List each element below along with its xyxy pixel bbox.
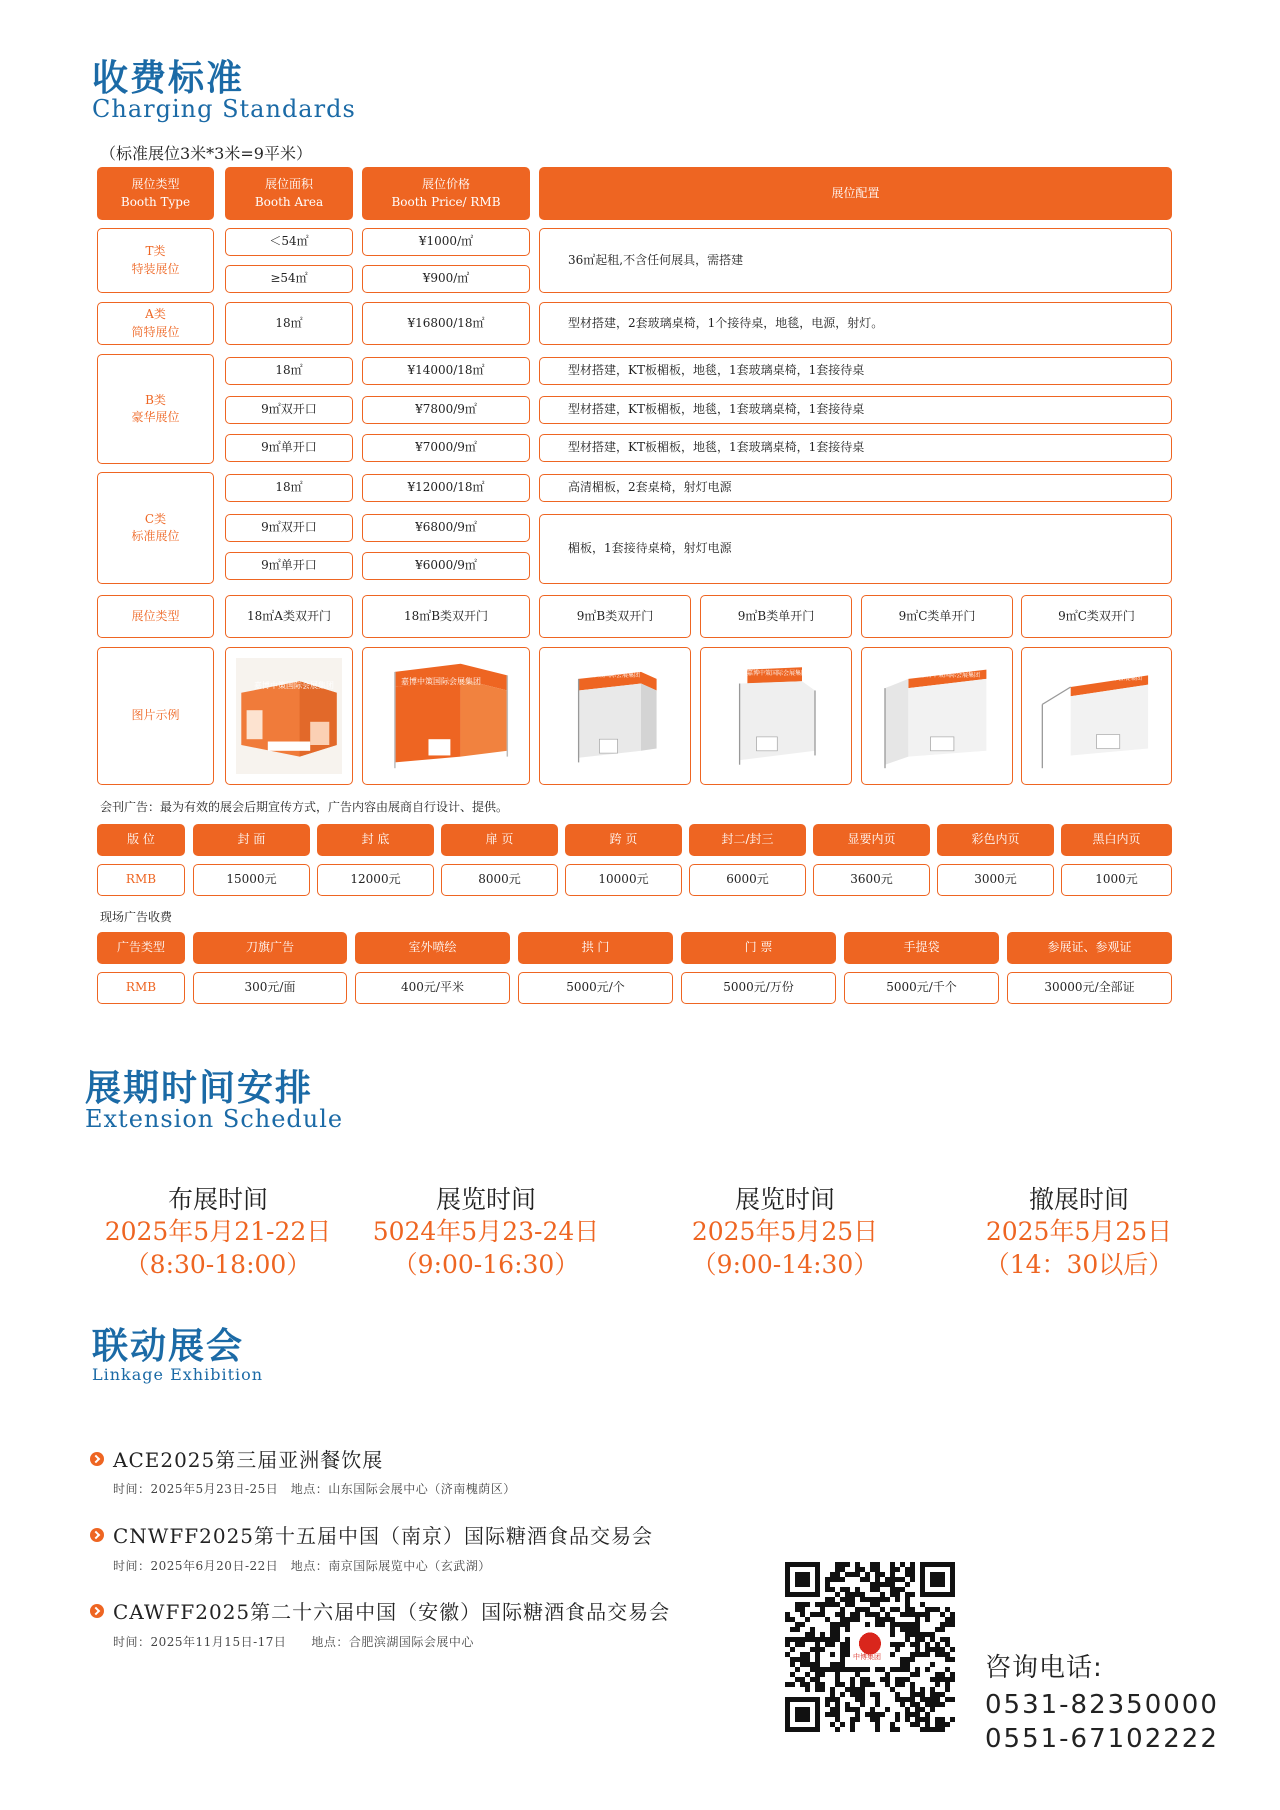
booth-types-label: 展位类型 <box>97 595 214 638</box>
journal-price-7: 3000元 <box>937 864 1054 896</box>
onsite-price-2: 400元/平米 <box>355 972 510 1004</box>
linkage-item-1-title: ACE2025第三届亚洲餐饮展 <box>113 1448 384 1472</box>
group-label-b: B类 豪华展位 <box>97 354 214 464</box>
schedule-date-2: 5024年5月23-24日 <box>372 1217 600 1246</box>
schedule-time-3: （9:00-14:30） <box>691 1250 879 1279</box>
charging-title-cn: 收费标准 <box>92 57 245 99</box>
onsite-head-1: 刀旗广告 <box>193 932 347 964</box>
phone-2: 0551-67102222 <box>985 1724 1219 1754</box>
header-booth-price: 展位价格 Booth Price/ RMB <box>362 167 530 220</box>
onsite-head-5: 手提袋 <box>844 932 999 964</box>
booth-sign-5: 嘉博中策国际会展集团 <box>920 672 981 679</box>
b-price-1: ¥14000/18㎡ <box>362 357 530 385</box>
a-area-1: 18㎡ <box>225 302 353 345</box>
booth-type-4: 9㎡B类单开门 <box>700 595 852 638</box>
booth-type-1: 18㎡A类双开门 <box>225 595 353 638</box>
linkage-title-cn: 联动展会 <box>92 1325 245 1367</box>
b-area-1: 18㎡ <box>225 357 353 385</box>
booth-sign-1: 嘉博中策国际会展集团 <box>254 681 334 690</box>
schedule-date-3: 2025年5月25日 <box>691 1217 879 1246</box>
schedule-name-3: 展览时间 <box>734 1185 835 1214</box>
onsite-price-4: 5000元/万份 <box>681 972 836 1004</box>
b-config-3: 型材搭建，KT板楣板，地毯，1套玻璃桌椅，1套接待桌 <box>539 434 1172 462</box>
header-booth-type: 展位类型 Booth Type <box>97 167 214 220</box>
linkage-title-en: Linkage Exhibition <box>92 1365 264 1384</box>
journal-price-8: 1000元 <box>1061 864 1172 896</box>
journal-price-3: 8000元 <box>441 864 558 896</box>
booth-image-1 <box>225 647 353 785</box>
journal-head-4: 跨 页 <box>565 824 682 856</box>
b-price-2: ¥7800/9㎡ <box>362 396 530 424</box>
journal-head-7: 彩色内页 <box>937 824 1054 856</box>
booth-type-6: 9㎡C类双开门 <box>1021 595 1172 638</box>
booth-type-5: 9㎡C类单开门 <box>861 595 1013 638</box>
b-config-1: 型材搭建，KT板楣板，地毯，1套玻璃桌椅，1套接待桌 <box>539 357 1172 385</box>
onsite-price-6: 30000元/全部证 <box>1007 972 1172 1004</box>
linkage-item-2-detail: 时间：2025年6月20日-22日 地点：南京国际展览中心（玄武湖） <box>113 1559 491 1573</box>
journal-ads-caption: 会刊广告：最为有效的展会后期宣传方式，广告内容由展商自行设计、提供。 <box>100 800 509 814</box>
booth-type-3: 9㎡B类双开门 <box>539 595 691 638</box>
journal-price-5: 6000元 <box>689 864 806 896</box>
journal-head-1: 封 面 <box>193 824 310 856</box>
onsite-price-5: 5000元/千个 <box>844 972 999 1004</box>
images-label: 图片示例 <box>97 647 214 785</box>
journal-head-2: 封 底 <box>317 824 434 856</box>
onsite-head-3: 拱 门 <box>518 932 673 964</box>
schedule-time-4: （14：30以后） <box>984 1250 1174 1279</box>
booth-sign-6: 嘉博中策国际会展集团 <box>1082 675 1143 682</box>
linkage-item-2-title: CNWFF2025第十五届中国（南京）国际糖酒食品交易会 <box>113 1524 654 1548</box>
booth-sign-3: 嘉博中策国际会展集团 <box>580 672 641 679</box>
c-area-3: 9㎡单开口 <box>225 552 353 580</box>
journal-head-6: 显要内页 <box>813 824 930 856</box>
booth-type-2: 18㎡B类双开门 <box>362 595 530 638</box>
b-area-2: 9㎡双开口 <box>225 396 353 424</box>
group-label-t: T类 特装展位 <box>97 228 214 293</box>
journal-price-1: 15000元 <box>193 864 310 896</box>
header-booth-config: 展位配置 <box>539 167 1172 220</box>
t-config: 36㎡起租,不含任何展具，需搭建 <box>539 228 1172 293</box>
booth-size-note: （标准展位3米*3米=9平米） <box>100 144 312 163</box>
qr-code[interactable] <box>785 1562 955 1732</box>
t-price-2: ¥900/㎡ <box>362 265 530 293</box>
booth-image-3 <box>539 647 691 785</box>
c-area-2: 9㎡双开口 <box>225 514 353 542</box>
linkage-item-3-title: CAWFF2025第二十六届中国（安徽）国际糖酒食品交易会 <box>113 1600 671 1624</box>
header-booth-area: 展位面积 Booth Area <box>225 167 353 220</box>
chevron-right-icon <box>90 1528 104 1542</box>
schedule-date-4: 2025年5月25日 <box>985 1217 1173 1246</box>
t-area-2: ≥54㎡ <box>225 265 353 293</box>
schedule-name-2: 展览时间 <box>435 1185 536 1214</box>
b-config-2: 型材搭建，KT板楣板，地毯，1套玻璃桌椅，1套接待桌 <box>539 396 1172 424</box>
journal-row-label: RMB <box>97 864 185 896</box>
booth-sign-2: 嘉博中策国际会展集团 <box>401 677 481 686</box>
journal-head-8: 黑白内页 <box>1061 824 1172 856</box>
c-config-shared: 楣板，1套接待桌椅，射灯电源 <box>539 514 1172 584</box>
linkage-item-1-detail: 时间：2025年5月23日-25日 地点：山东国际会展中心（济南槐荫区） <box>113 1482 516 1496</box>
a-price-1: ¥16800/18㎡ <box>362 302 530 345</box>
a-config-1: 型材搭建，2套玻璃桌椅，1个接待桌，地毯，电源，射灯。 <box>539 302 1172 345</box>
contact-label: 咨询电话: <box>985 1653 1103 1683</box>
booth-sign-4: 嘉博中策国际会展集团 <box>747 670 808 677</box>
charging-title-en: Charging Standards <box>92 95 356 123</box>
journal-price-6: 3600元 <box>813 864 930 896</box>
onsite-price-1: 300元/面 <box>193 972 347 1004</box>
journal-head-3: 扉 页 <box>441 824 558 856</box>
schedule-name-4: 撤展时间 <box>1028 1185 1129 1214</box>
c-price-3: ¥6000/9㎡ <box>362 552 530 580</box>
journal-head-label: 版 位 <box>97 824 185 856</box>
booth-image-4 <box>700 647 852 785</box>
booth-image-6 <box>1021 647 1172 785</box>
c-config-1: 高清楣板，2套桌椅，射灯电源 <box>539 474 1172 502</box>
onsite-price-3: 5000元/个 <box>518 972 673 1004</box>
chevron-right-icon <box>90 1604 104 1618</box>
schedule-title-en: Extension Schedule <box>85 1105 344 1133</box>
journal-price-2: 12000元 <box>317 864 434 896</box>
group-label-c: C类 标准展位 <box>97 472 214 584</box>
booth-image-2 <box>362 647 530 785</box>
schedule-title-cn: 展期时间安排 <box>85 1067 314 1109</box>
schedule-date-1: 2025年5月21-22日 <box>104 1217 332 1246</box>
qr-logo-text: 中博集团 <box>853 1653 881 1661</box>
journal-head-5: 封二/封三 <box>689 824 806 856</box>
b-area-3: 9㎡单开口 <box>225 434 353 462</box>
chevron-right-icon <box>90 1452 104 1466</box>
schedule-time-1: （8:30-18:00） <box>124 1250 312 1279</box>
booth-image-5 <box>861 647 1013 785</box>
group-label-a: A类 简特展位 <box>97 302 214 345</box>
journal-price-4: 10000元 <box>565 864 682 896</box>
t-area-1: ＜54㎡ <box>225 228 353 256</box>
schedule-name-1: 布展时间 <box>167 1185 268 1214</box>
phone-1: 0531-82350000 <box>985 1690 1219 1720</box>
onsite-row-label: RMB <box>97 972 185 1004</box>
onsite-ads-caption: 现场广告收费 <box>100 910 173 924</box>
onsite-head-2: 室外喷绘 <box>355 932 510 964</box>
c-price-2: ¥6800/9㎡ <box>362 514 530 542</box>
onsite-head-4: 门 票 <box>681 932 836 964</box>
c-area-1: 18㎡ <box>225 474 353 502</box>
t-price-1: ¥1000/㎡ <box>362 228 530 256</box>
linkage-item-3-detail: 时间：2025年11月15日-17日 地点：合肥滨湖国际会展中心 <box>113 1635 474 1649</box>
b-price-3: ¥7000/9㎡ <box>362 434 530 462</box>
onsite-head-label: 广告类型 <box>97 932 185 964</box>
c-price-1: ¥12000/18㎡ <box>362 474 530 502</box>
schedule-time-2: （9:00-16:30） <box>392 1250 580 1279</box>
onsite-head-6: 参展证、参观证 <box>1007 932 1172 964</box>
